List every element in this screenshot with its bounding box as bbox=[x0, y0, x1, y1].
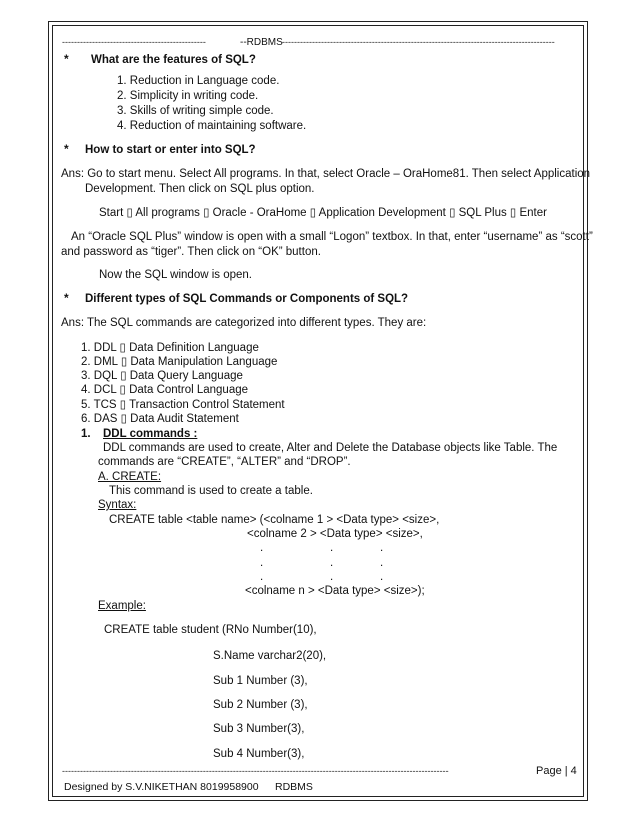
q1-heading: What are the features of SQL? bbox=[91, 54, 256, 66]
footer-subject: RDBMS bbox=[275, 781, 313, 793]
q3-item: 1. DDL ▯ Data Definition Language bbox=[81, 342, 259, 354]
syntax-dot: . bbox=[380, 571, 384, 583]
q3-item: 2. DML ▯ Data Manipulation Language bbox=[81, 356, 278, 368]
q1-bullet: * bbox=[64, 52, 69, 66]
footer-designer: Designed by S.V.NIKETHAN 8019958900 bbox=[64, 781, 259, 793]
syntax-dot: . bbox=[380, 557, 384, 569]
example-line: Sub 2 Number (3), bbox=[213, 699, 308, 711]
q2-answer-line: Ans: Go to start menu. Select All programs. In that, select Oracle – OraHome81. Then select Application bbox=[61, 168, 591, 180]
syntax-dot: . bbox=[260, 542, 264, 554]
q3-item: 4. DCL ▯ Data Control Language bbox=[81, 384, 249, 396]
q1-item: 4. Reduction of maintaining software. bbox=[117, 120, 307, 132]
example-line: Sub 4 Number(3), bbox=[213, 748, 305, 760]
header-rule-left: ------------------------------------------------ bbox=[62, 37, 206, 47]
create-heading: A. CREATE: bbox=[98, 471, 162, 483]
q3-heading: Different types of SQL Commands or Components of SQL? bbox=[85, 293, 409, 305]
create-description: This command is used to create a table. bbox=[109, 485, 313, 497]
q3-item: 3. DQL ▯ Data Query Language bbox=[81, 370, 243, 382]
syntax-dot: . bbox=[330, 557, 334, 569]
q1-item: 3. Skills of writing simple code. bbox=[117, 105, 274, 117]
syntax-dot: . bbox=[380, 542, 384, 554]
example-line: Sub 3 Number(3), bbox=[213, 723, 305, 735]
header-rule-right: ------------------------------------------------------------------------------------------- bbox=[282, 37, 555, 47]
header-title: --RDBMS bbox=[240, 37, 283, 48]
ddl-description-line: commands are “CREATE”, “ALTER” and “DROP”. bbox=[98, 456, 351, 468]
q2-note: Now the SQL window is open. bbox=[99, 269, 252, 281]
example-label: Example: bbox=[98, 600, 146, 612]
q1-item: 1. Reduction in Language code. bbox=[117, 75, 280, 87]
syntax-line: CREATE table <table name> (<colname 1 > <Data type> <size>, bbox=[109, 514, 440, 526]
q2-paragraph-line: and password as “tiger”. Then click on “OK” button. bbox=[61, 246, 321, 258]
syntax-line: <colname 2 > <Data type> <size>, bbox=[247, 528, 423, 540]
q2-paragraph-line: An “Oracle SQL Plus” window is open with a small “Logon” textbox. In that, enter “username” as “scott” bbox=[71, 231, 593, 243]
q3-answer: Ans: The SQL commands are categorized into different types. They are: bbox=[61, 317, 427, 329]
syntax-dot: . bbox=[330, 542, 334, 554]
q2-heading: How to start or enter into SQL? bbox=[85, 144, 256, 156]
page-number: Page | 4 bbox=[536, 765, 577, 777]
syntax-dot: . bbox=[260, 557, 264, 569]
syntax-line: <colname n > <Data type> <size>); bbox=[245, 585, 425, 597]
ddl-description-line: DDL commands are used to create, Alter and Delete the Database objects like Table. The bbox=[103, 442, 558, 454]
ddl-heading: DDL commands : bbox=[103, 428, 198, 440]
q3-bullet: * bbox=[64, 291, 69, 305]
q2-menu-path: Start ▯ All programs ▯ Oracle - OraHome ▯ Application Development ▯ SQL Plus ▯ Enter bbox=[99, 207, 547, 219]
q3-item: 5. TCS ▯ Transaction Control Statement bbox=[81, 399, 285, 411]
example-line: CREATE table student (RNo Number(10), bbox=[104, 624, 317, 636]
syntax-dot: . bbox=[330, 571, 334, 583]
syntax-label: Syntax: bbox=[98, 499, 137, 511]
q2-answer-line: Development. Then click on SQL plus option. bbox=[85, 183, 315, 195]
q1-item: 2. Simplicity in writing code. bbox=[117, 90, 259, 102]
footer-rule: --------------------------------------------------------------------------------------------------------------------------------- bbox=[62, 766, 449, 776]
example-line: Sub 1 Number (3), bbox=[213, 675, 308, 687]
example-line: S.Name varchar2(20), bbox=[213, 650, 327, 662]
syntax-dot: . bbox=[260, 571, 264, 583]
q2-bullet: * bbox=[64, 142, 69, 156]
ddl-number: 1. bbox=[81, 428, 91, 440]
q3-item: 6. DAS ▯ Data Audit Statement bbox=[81, 413, 239, 425]
